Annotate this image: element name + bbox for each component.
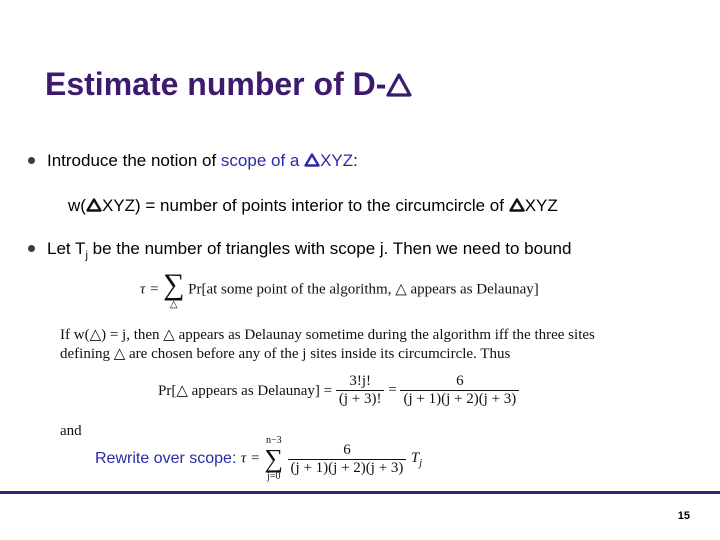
sigma-icon: ∑: [264, 444, 284, 473]
probability-expression: Pr[at some point of the algorithm, △ appears as Delaunay]: [188, 281, 539, 298]
t-letter: T: [410, 449, 420, 466]
bullet-1-dot: [28, 157, 35, 164]
bullet-2-body: be the number of triangles with scope j. Then we need to bound: [87, 239, 572, 258]
sigma-icon: ∑: [163, 268, 185, 301]
and-text: and: [60, 423, 82, 439]
scope-term: scope of a: [220, 151, 305, 170]
footer-rule: [0, 491, 720, 494]
page-number: 15: [677, 510, 690, 522]
definition-w: w(: [68, 196, 86, 215]
sum-upper-limit: n−3: [266, 435, 282, 446]
paragraph-line-2: defining △ are chosen before any of the j sites inside its circumcircle. Thus: [60, 346, 511, 362]
t-subscript: j: [419, 457, 422, 469]
sum-lower-limit: j=0: [267, 471, 281, 482]
fraction-2-denominator: (j + 1)(j + 2)(j + 3): [400, 390, 519, 408]
bullet-1-colon: :: [353, 151, 358, 170]
formula-probability: [158, 373, 519, 408]
t-j-term: [410, 449, 422, 469]
triangle-icon: [304, 153, 320, 167]
definition-xyz: XYZ: [524, 196, 558, 215]
fraction-scope: [288, 442, 407, 477]
fraction-factorials: [336, 373, 385, 408]
probability-lhs: Pr[△ appears as Delaunay] =: [158, 383, 333, 399]
tau-equals: τ =: [140, 281, 160, 298]
fraction-1-numerator: 3!j!: [349, 373, 371, 389]
definition-body: XYZ) = number of points interior to the circumcircle of: [101, 196, 509, 215]
bullet-2-intro: Let T: [47, 239, 86, 258]
fraction-numerator: 6: [343, 441, 351, 458]
fraction-denominator: (j + 1)(j + 2)(j + 3): [288, 459, 407, 477]
fraction-2-numerator: 6: [456, 373, 464, 389]
scope-definition: [68, 196, 558, 216]
slide-title: [45, 66, 412, 103]
scope-xyz: XYZ: [320, 151, 354, 170]
bullet-1-text: [47, 151, 358, 171]
sum-lower-limit: △: [169, 299, 178, 310]
fraction-1-denominator: (j + 3)!: [336, 390, 385, 408]
fraction-product: [400, 373, 519, 408]
sum-operator: [163, 270, 184, 310]
bullet-2-text: [47, 239, 571, 261]
rewrite-label: Rewrite over scope:: [95, 450, 237, 467]
rewrite-formula: [95, 436, 422, 482]
triangle-icon: [509, 198, 525, 212]
triangle-icon: [86, 198, 102, 212]
bullet-1-intro: Introduce the notion of: [47, 151, 221, 170]
bullet-2-dot: [28, 245, 35, 252]
formula-tau-sum: [140, 270, 539, 310]
equals-sign: =: [388, 382, 397, 398]
sum-operator: [265, 436, 284, 482]
bullet-2-subscript: j: [85, 249, 88, 262]
title-text: Estimate number of D-: [45, 66, 387, 102]
derivation-paragraph: [60, 326, 595, 364]
paragraph-line-1: If w(△) = j, then △ appears as Delaunay sometime during the algorithm iff the three sites: [60, 327, 595, 343]
triangle-icon: [386, 73, 412, 97]
tau-equals: τ =: [240, 450, 261, 467]
